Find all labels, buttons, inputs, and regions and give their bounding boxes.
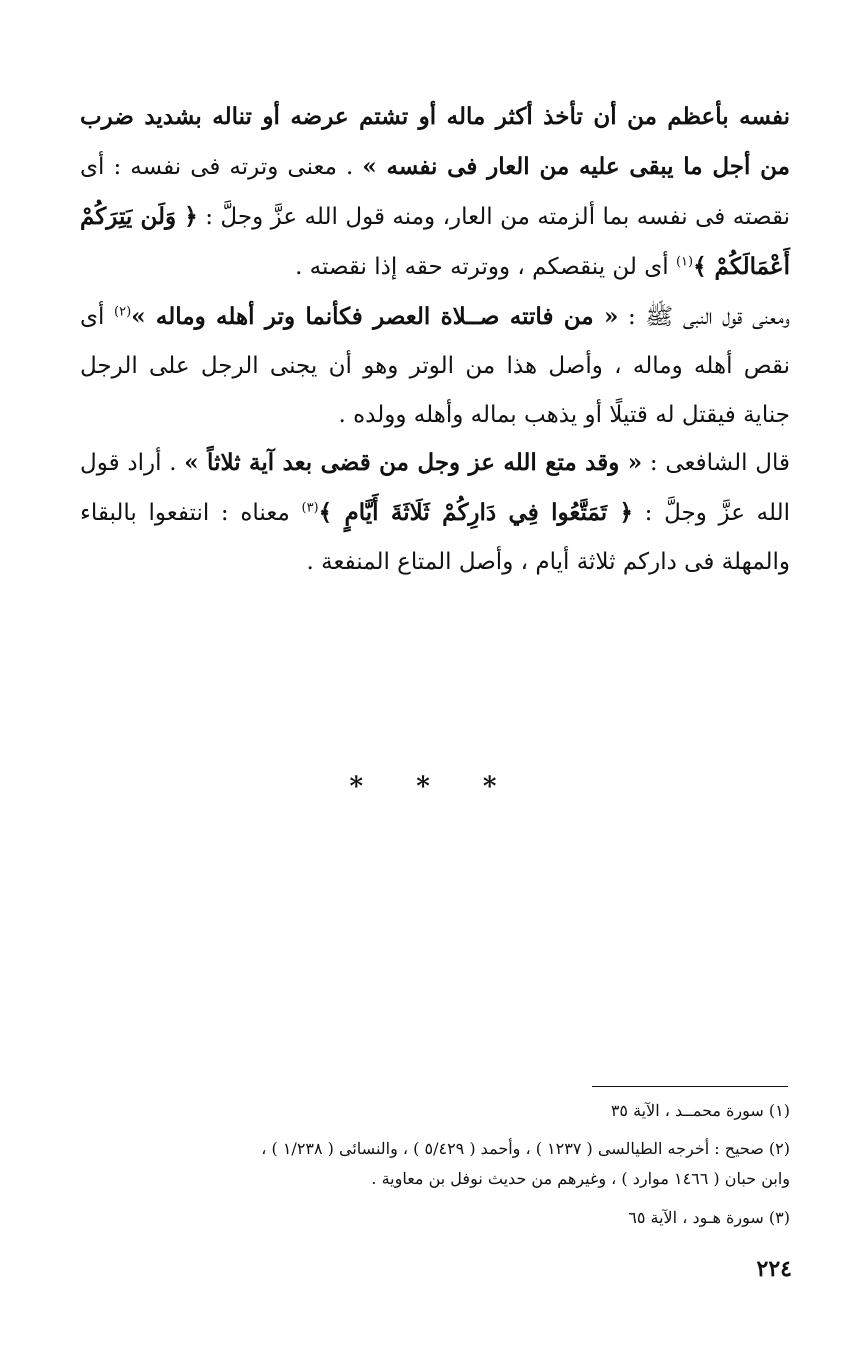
footnote-ref-1: (١): [675, 254, 694, 270]
paragraph-1: [80, 92, 790, 292]
footnote-3: (٣) سورة هـود ، الآية ٦٥: [628, 1208, 790, 1227]
paragraph-text: أى لن ينقصكم ، ووترته حقه إذا نقصته .: [295, 254, 676, 280]
paragraph-text: معناه : انتفعوا بالبقاء والمهلة فى داركم ثلاثة أيام ، وأصل المتاع المنفعة .: [80, 500, 790, 575]
footnote-ref-2: (٢): [114, 304, 132, 320]
hadith-text: « من فاتته صــلاة العصر فكأنما وتر أهله وماله »: [131, 303, 619, 330]
footnote-divider: [592, 1086, 788, 1087]
paragraph-text: أى نقص أهله وماله ، وأصل هذا من الوتر وهو أن يجنى الرجل على الرجل جناية فيقتل له قتيلًا أو يذهب بماله وأهله وولده .: [80, 304, 790, 428]
paragraph-text: ومعنى قول النبى ﷺ :: [618, 304, 790, 330]
paragraph-3: [80, 438, 790, 587]
page-number: ٢٢٤: [756, 1256, 792, 1282]
quran-verse: ﴿ تَمَتَّعُوا فِي دَارِكُمْ ثَلَاثَةَ أَيَّامٍ ﴾: [318, 499, 633, 526]
quran-verse: ﴿ وَلَن يَتِرَكُمْ أَعْمَالَكُمْ ﴾: [80, 203, 790, 280]
paragraph-2: [80, 292, 790, 440]
section-separator: * * *: [349, 772, 519, 802]
paragraph-text: . أراد قول الله عزَّ وجلَّ :: [80, 450, 791, 526]
footnote-ref-3: (٣): [301, 500, 319, 516]
quoted-text: نفسه بأعظم من أن تأخذ أكثر ماله أو تشتم عرضه أو تناله بشديد ضرب من أجل ما يبقى عليه من العار فى نفسه »: [80, 103, 790, 180]
footnote-2-line-2: وابن حبان ( ١٤٦٦ موارد ) ، وغيرهم من حديث نوفل بن معاوية .: [371, 1169, 790, 1188]
footnote-1: (١) سورة محمــد ، الآية ٣٥: [610, 1101, 790, 1120]
paragraph-text: . معنى وترته فى نفسه : أى نقصته فى نفسه بما ألزمته من العار، ومنه قول الله عزَّ وجلَّ :: [80, 154, 790, 230]
paragraph-text: قال الشافعى :: [642, 450, 790, 476]
quoted-text: « وقد متع الله عز وجل من قضى بعد آية ثلاثاً »: [184, 449, 643, 476]
footnote-2-line-1: (٢) صحيح : أخرجه الطيالسى ( ١٢٣٧ ) ، وأحمد ( ٥/٤٢٩ ) ، والنسائى ( ١/٢٣٨ ) ،: [261, 1139, 790, 1158]
